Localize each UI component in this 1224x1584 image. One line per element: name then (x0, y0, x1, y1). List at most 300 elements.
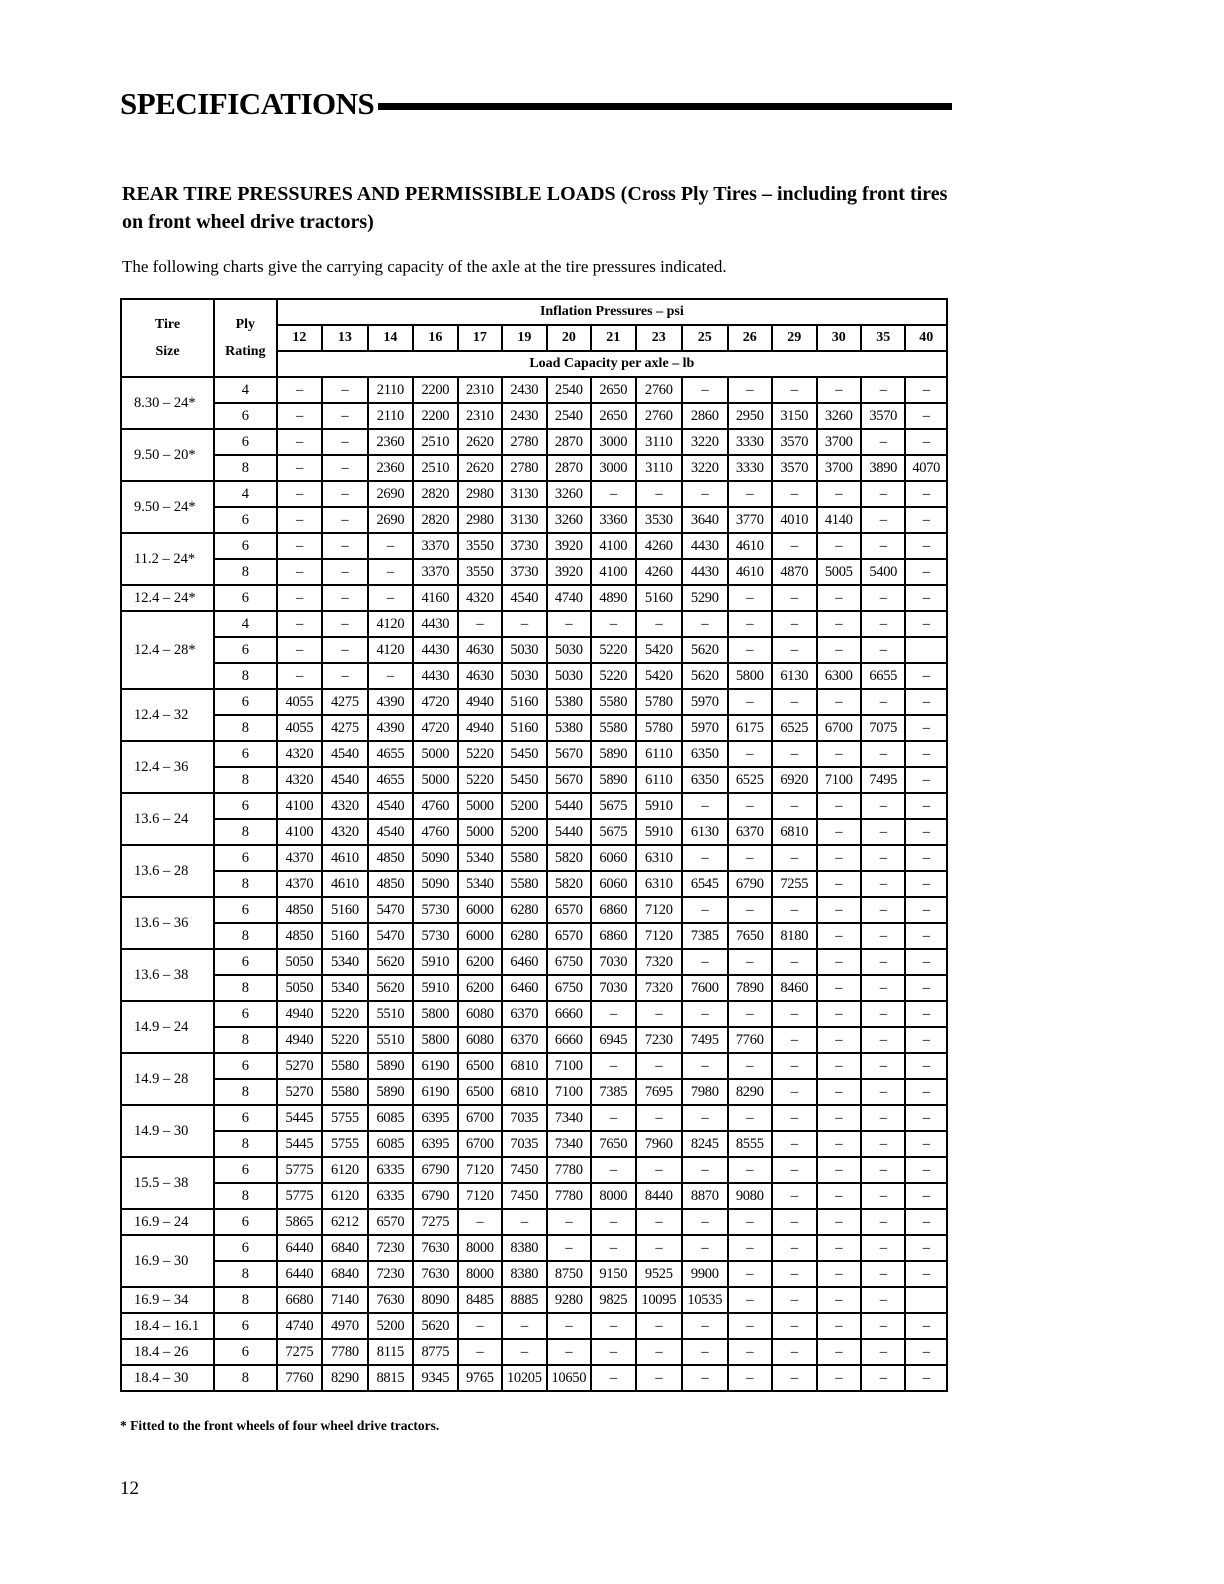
section-header (120, 84, 952, 124)
load-cell: 6570 (547, 923, 591, 949)
load-cell: – (682, 1001, 727, 1027)
ply-cell: 6 (214, 533, 277, 559)
load-cell: 2760 (636, 403, 683, 429)
table-row (121, 793, 947, 819)
load-cell: – (905, 793, 947, 819)
load-cell: 7340 (547, 1105, 591, 1131)
load-cell: – (772, 1079, 816, 1105)
load-cell: – (861, 923, 905, 949)
load-cell: – (905, 1131, 947, 1157)
load-cell: – (861, 689, 905, 715)
load-cell: 8440 (636, 1183, 683, 1209)
load-cell: 8115 (368, 1339, 413, 1365)
load-cell: – (817, 923, 861, 949)
load-cell: – (861, 1105, 905, 1131)
load-cell: 3570 (861, 403, 905, 429)
table-row (121, 1313, 947, 1339)
header-rule (378, 103, 952, 110)
pressure-col-header: 16 (413, 325, 457, 351)
load-cell: 5200 (368, 1313, 413, 1339)
load-cell: 2820 (413, 481, 457, 507)
load-cell: – (636, 1001, 683, 1027)
ply-cell: 8 (214, 923, 277, 949)
ply-cell: 6 (214, 1339, 277, 1365)
load-cell: 6085 (368, 1131, 413, 1157)
load-cell: 5270 (277, 1053, 322, 1079)
load-cell: 9825 (591, 1287, 635, 1313)
load-cell: – (547, 1209, 591, 1235)
load-cell: 6310 (636, 871, 683, 897)
load-cell: – (905, 741, 947, 767)
load-cell: 3260 (547, 507, 591, 533)
load-cell: 9765 (458, 1365, 502, 1391)
pressure-col-header: 21 (591, 325, 635, 351)
load-cell: 5730 (413, 923, 457, 949)
load-cell: 8885 (502, 1287, 546, 1313)
load-cell: 5160 (322, 897, 367, 923)
load-cell: 5220 (458, 767, 502, 793)
load-cell: 3890 (861, 455, 905, 481)
load-cell: – (817, 1079, 861, 1105)
load-cell: 6660 (547, 1027, 591, 1053)
load-cell: – (772, 1339, 816, 1365)
tire-size-header (121, 299, 214, 377)
load-cell: 7650 (728, 923, 772, 949)
load-cell: – (502, 1339, 546, 1365)
load-cell: 4940 (277, 1001, 322, 1027)
load-cell: 7140 (322, 1287, 367, 1313)
load-cell: 7275 (413, 1209, 457, 1235)
load-cell: – (905, 1157, 947, 1183)
table-row (121, 897, 947, 923)
load-cell: 5220 (458, 741, 502, 767)
load-cell: – (728, 793, 772, 819)
intro-text: The following charts give the carrying capacity of the axle at the tire pressures indicated. (122, 257, 727, 276)
load-cell: – (817, 975, 861, 1001)
tire-size-cell: 8.30 – 24* (121, 377, 214, 429)
load-cell: – (636, 481, 683, 507)
load-cell: – (905, 507, 947, 533)
load-cell: – (682, 1053, 727, 1079)
load-cell: 7760 (728, 1027, 772, 1053)
load-cell: 5005 (817, 559, 861, 585)
load-cell: – (905, 533, 947, 559)
load-cell: – (772, 1105, 816, 1131)
load-cell: – (772, 637, 816, 663)
load-cell: 6175 (728, 715, 772, 741)
load-cell: 8380 (502, 1261, 546, 1287)
load-cell: 5800 (413, 1001, 457, 1027)
load-cell: 6460 (502, 949, 546, 975)
load-cell: 4390 (368, 689, 413, 715)
load-cell: – (905, 1235, 947, 1261)
load-cell: – (772, 481, 816, 507)
load-cell: 2360 (368, 455, 413, 481)
tire-size-cell: 14.9 – 28 (121, 1053, 214, 1105)
load-cell: – (861, 611, 905, 637)
load-cell: 7230 (368, 1261, 413, 1287)
load-cell: – (636, 1365, 683, 1391)
table-row (121, 767, 947, 793)
load-cell: 6310 (636, 845, 683, 871)
load-cell: 7120 (636, 923, 683, 949)
section-title: SPECIFICATIONS (120, 86, 375, 121)
load-cell: 4655 (368, 741, 413, 767)
load-cell: – (905, 845, 947, 871)
load-cell: – (861, 1261, 905, 1287)
load-cell: 6130 (682, 819, 727, 845)
ply-cell: 8 (214, 1131, 277, 1157)
load-cell: 4850 (277, 897, 322, 923)
load-cell: 5050 (277, 975, 322, 1001)
load-cell: – (591, 1365, 635, 1391)
load-cell: 2200 (413, 377, 457, 403)
table-row (121, 845, 947, 871)
load-cell: – (322, 559, 367, 585)
ply-cell: 6 (214, 949, 277, 975)
load-cell: – (905, 663, 947, 689)
load-cell: – (861, 429, 905, 455)
load-cell: 2860 (682, 403, 727, 429)
load-cell: – (905, 975, 947, 1001)
ply-cell: 4 (214, 611, 277, 637)
tire-size-cell: 9.50 – 24* (121, 481, 214, 533)
load-cell: 7495 (861, 767, 905, 793)
load-cell: 5160 (502, 689, 546, 715)
ply-header-line2: Rating (225, 344, 266, 359)
load-cell: 10205 (502, 1365, 546, 1391)
load-cell: 7320 (636, 975, 683, 1001)
load-cell: 5730 (413, 897, 457, 923)
load-cell: 10535 (682, 1287, 727, 1313)
load-cell: 6660 (547, 1001, 591, 1027)
load-cell: 4940 (277, 1027, 322, 1053)
ply-cell: 4 (214, 481, 277, 507)
load-cell: – (277, 403, 322, 429)
load-cell: 6080 (458, 1027, 502, 1053)
load-cell: 5580 (502, 845, 546, 871)
load-cell: 4260 (636, 559, 683, 585)
table-row (121, 1365, 947, 1391)
load-cell: 4370 (277, 845, 322, 871)
load-cell: 5000 (413, 767, 457, 793)
table-row (121, 559, 947, 585)
load-cell: – (728, 741, 772, 767)
load-cell: – (817, 1235, 861, 1261)
pressure-col-header: 17 (458, 325, 502, 351)
ply-cell: 6 (214, 1209, 277, 1235)
load-cell: 4320 (277, 767, 322, 793)
load-cell: – (905, 1339, 947, 1365)
load-cell: 6570 (547, 897, 591, 923)
load-cell: 4610 (322, 845, 367, 871)
load-cell: – (728, 1001, 772, 1027)
table-title: REAR TIRE PRESSURES AND PERMISSIBLE LOADS (Cross Ply Tires – including front tires on front wheel drive tractors) (122, 183, 948, 233)
load-cell: 4120 (368, 637, 413, 663)
load-cell: 8000 (458, 1261, 502, 1287)
load-cell: 5580 (502, 871, 546, 897)
load-cell: 2690 (368, 481, 413, 507)
load-cell: – (682, 1313, 727, 1339)
load-cell: – (277, 559, 322, 585)
load-cell: – (322, 507, 367, 533)
load-cell: – (817, 1183, 861, 1209)
load-cell: 6280 (502, 897, 546, 923)
load-cell: 4275 (322, 689, 367, 715)
load-cell: – (861, 975, 905, 1001)
load-cell: – (861, 1339, 905, 1365)
load-cell: 4890 (591, 585, 635, 611)
load-cell: 5580 (322, 1053, 367, 1079)
load-cell: 9345 (413, 1365, 457, 1391)
load-cell: 6810 (502, 1079, 546, 1105)
load-cell: 6545 (682, 871, 727, 897)
load-cell: – (905, 377, 947, 403)
table-row (121, 923, 947, 949)
load-cell: 5380 (547, 715, 591, 741)
load-cell: 6840 (322, 1261, 367, 1287)
load-cell: – (905, 429, 947, 455)
load-cell: 6655 (861, 663, 905, 689)
load-cell: 4100 (277, 819, 322, 845)
ply-cell: 6 (214, 689, 277, 715)
load-cell: – (817, 897, 861, 923)
load-cell: 4430 (682, 559, 727, 585)
load-cell: 8000 (591, 1183, 635, 1209)
load-cell: 2980 (458, 481, 502, 507)
load-cell: 7630 (413, 1235, 457, 1261)
load-cell: 2780 (502, 455, 546, 481)
load-cell: – (728, 1235, 772, 1261)
table-row (121, 741, 947, 767)
load-cell: 4940 (458, 715, 502, 741)
ply-cell: 6 (214, 429, 277, 455)
ply-cell: 6 (214, 1235, 277, 1261)
load-cell: 2620 (458, 455, 502, 481)
load-cell: – (905, 1209, 947, 1235)
load-cell: – (861, 1053, 905, 1079)
load-cell: 2870 (547, 429, 591, 455)
load-cell: 4740 (277, 1313, 322, 1339)
load-cell: – (322, 611, 367, 637)
load-cell: 4760 (413, 819, 457, 845)
load-cell: – (905, 897, 947, 923)
load-cell: 7340 (547, 1131, 591, 1157)
load-cell: 5030 (502, 637, 546, 663)
ply-rating-header (214, 299, 277, 377)
table-row (121, 481, 947, 507)
ply-cell: 8 (214, 819, 277, 845)
load-cell: – (905, 1261, 947, 1287)
load-cell: 4275 (322, 715, 367, 741)
load-cell: – (861, 377, 905, 403)
load-cell: – (547, 1313, 591, 1339)
load-cell: 5030 (547, 663, 591, 689)
load-cell: – (817, 949, 861, 975)
load-cell: – (772, 1287, 816, 1313)
tire-size-cell: 14.9 – 30 (121, 1105, 214, 1157)
load-cell: – (682, 377, 727, 403)
load-cell: 6525 (728, 767, 772, 793)
load-cell: 7980 (682, 1079, 727, 1105)
load-cell: 6060 (591, 871, 635, 897)
table-row (121, 689, 947, 715)
load-cell: 6440 (277, 1261, 322, 1287)
load-cell: 6200 (458, 949, 502, 975)
load-cell: 3220 (682, 429, 727, 455)
load-cell: 4320 (458, 585, 502, 611)
load-cell: 5865 (277, 1209, 322, 1235)
load-cell: 5620 (368, 949, 413, 975)
load-cell: – (817, 377, 861, 403)
load-cell: 4630 (458, 663, 502, 689)
load-cell: – (728, 611, 772, 637)
inflation-pressures-header: Inflation Pressures – psi (277, 299, 947, 325)
load-cell: 4070 (905, 455, 947, 481)
table-row (121, 429, 947, 455)
load-cell: – (547, 1339, 591, 1365)
load-cell: 5160 (636, 585, 683, 611)
load-cell: – (591, 481, 635, 507)
load-cell: 6750 (547, 975, 591, 1001)
ply-cell: 8 (214, 715, 277, 741)
load-cell: – (905, 715, 947, 741)
table-row (121, 1157, 947, 1183)
table-row (121, 1183, 947, 1209)
load-cell: 7120 (458, 1183, 502, 1209)
load-cell: 5820 (547, 871, 591, 897)
load-cell: 8815 (368, 1365, 413, 1391)
pressure-col-header: 13 (322, 325, 367, 351)
load-cell: 4120 (368, 611, 413, 637)
load-cell: 7780 (547, 1183, 591, 1209)
ply-cell: 6 (214, 403, 277, 429)
load-cell: – (861, 1209, 905, 1235)
load-cell: – (322, 377, 367, 403)
table-row (121, 1235, 947, 1261)
tire-size-cell: 14.9 – 24 (121, 1001, 214, 1053)
load-cell: 5220 (322, 1001, 367, 1027)
table-row (121, 819, 947, 845)
ply-cell: 8 (214, 559, 277, 585)
load-cell: 4870 (772, 559, 816, 585)
load-cell: 5910 (413, 949, 457, 975)
table-row (121, 455, 947, 481)
load-cell: 6060 (591, 845, 635, 871)
load-cell: 5450 (502, 767, 546, 793)
ply-cell: 8 (214, 1079, 277, 1105)
load-cell: 5270 (277, 1079, 322, 1105)
load-cell: – (277, 637, 322, 663)
load-cell: 6790 (413, 1183, 457, 1209)
load-cell: 6750 (547, 949, 591, 975)
load-cell: 7495 (682, 1027, 727, 1053)
load-cell: – (636, 1339, 683, 1365)
load-cell: 4430 (413, 611, 457, 637)
load-cell: 6395 (413, 1131, 457, 1157)
load-cell: 3730 (502, 533, 546, 559)
load-cell: 7035 (502, 1105, 546, 1131)
load-cell: – (861, 819, 905, 845)
load-cell: 5340 (458, 871, 502, 897)
load-cell: 5340 (458, 845, 502, 871)
load-cell: 4540 (322, 767, 367, 793)
load-cell: 4610 (728, 559, 772, 585)
load-cell: 6350 (682, 767, 727, 793)
tire-size-cell: 13.6 – 28 (121, 845, 214, 897)
load-cell: 6130 (772, 663, 816, 689)
load-cell: – (905, 1313, 947, 1339)
load-cell: 2950 (728, 403, 772, 429)
load-cell: – (861, 481, 905, 507)
load-cell: – (905, 819, 947, 845)
load-cell: 4100 (591, 559, 635, 585)
load-cell: – (861, 1183, 905, 1209)
load-cell: 6810 (502, 1053, 546, 1079)
table-row (121, 1209, 947, 1235)
load-cell: – (905, 1365, 947, 1391)
ply-cell: 8 (214, 455, 277, 481)
load-cell: 5910 (636, 819, 683, 845)
load-cell: 4390 (368, 715, 413, 741)
load-cell: 6350 (682, 741, 727, 767)
load-cell: 5470 (368, 923, 413, 949)
load-cell: 2870 (547, 455, 591, 481)
load-cell: 6280 (502, 923, 546, 949)
load-cell: – (772, 1157, 816, 1183)
load-cell: 4850 (277, 923, 322, 949)
load-cell: 5670 (547, 741, 591, 767)
tire-size-cell: 16.9 – 34 (121, 1287, 214, 1313)
load-cell: 3370 (413, 533, 457, 559)
load-cell: – (817, 793, 861, 819)
load-cell: 6200 (458, 975, 502, 1001)
load-cell: – (772, 741, 816, 767)
load-cell: 6790 (728, 871, 772, 897)
load-cell: 5470 (368, 897, 413, 923)
load-cell: 6860 (591, 923, 635, 949)
load-cell: 5000 (458, 793, 502, 819)
load-cell: 5000 (458, 819, 502, 845)
load-cell: – (322, 403, 367, 429)
load-cell: 2110 (368, 377, 413, 403)
load-cell: – (772, 377, 816, 403)
tire-size-cell: 15.5 – 38 (121, 1157, 214, 1209)
load-cell: 3920 (547, 533, 591, 559)
load-cell: – (682, 611, 727, 637)
load-cell: 5780 (636, 715, 683, 741)
load-cell: 9525 (636, 1261, 683, 1287)
load-cell: – (861, 1313, 905, 1339)
load-cell: – (591, 1105, 635, 1131)
load-cell: – (817, 1365, 861, 1391)
load-cell: – (772, 1313, 816, 1339)
load-cell: 5510 (368, 1027, 413, 1053)
table-row (121, 533, 947, 559)
load-cell: – (728, 689, 772, 715)
load-cell: – (682, 1235, 727, 1261)
ply-cell: 6 (214, 741, 277, 767)
pressure-col-header: 26 (728, 325, 772, 351)
table-row (121, 507, 947, 533)
load-cell: – (905, 585, 947, 611)
load-cell: – (277, 585, 322, 611)
load-cell: 4720 (413, 715, 457, 741)
load-cell: 3330 (728, 429, 772, 455)
load-cell: 5910 (413, 975, 457, 1001)
load-cell: 7600 (682, 975, 727, 1001)
table-row (121, 1287, 947, 1313)
